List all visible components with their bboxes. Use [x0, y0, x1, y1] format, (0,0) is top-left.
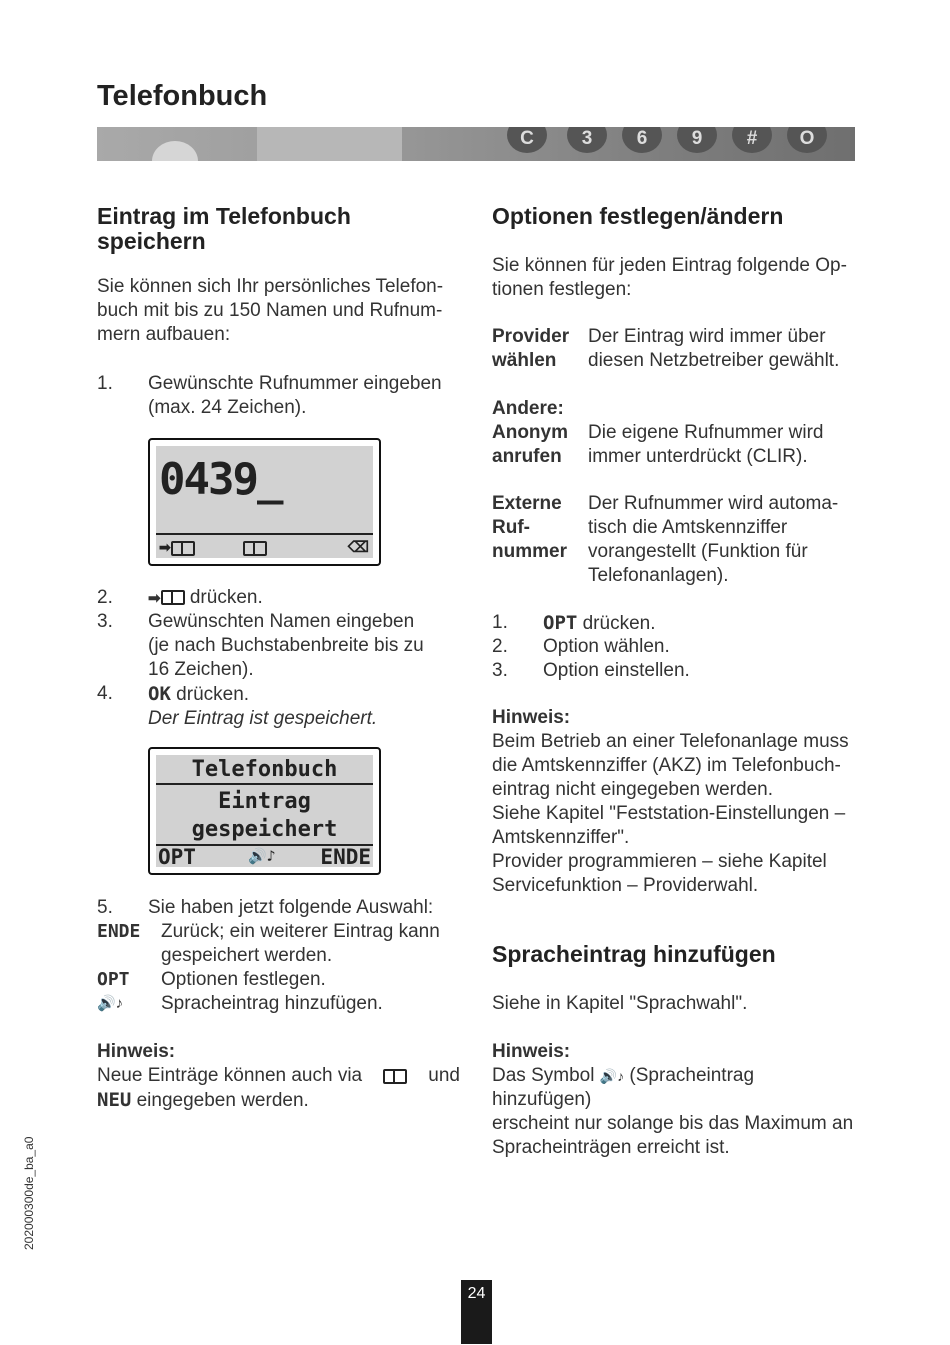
- new-key-label: NEU: [97, 1089, 132, 1111]
- step-number: 1.: [492, 612, 508, 633]
- choice-key: OPT: [97, 969, 130, 990]
- keypad-key: #: [732, 127, 772, 153]
- term-line: Anonym: [492, 422, 568, 443]
- desc-line: Die eigene Rufnummer wird: [588, 422, 824, 443]
- term-line: Provider: [492, 326, 570, 347]
- voice-icon: 🔊♪: [248, 847, 276, 865]
- option-term: [492, 492, 567, 564]
- term-line: Ruf-: [492, 517, 530, 538]
- step-text: [148, 682, 468, 731]
- phonebook-icon: [161, 590, 185, 605]
- page-title: Telefonbuch: [97, 80, 268, 112]
- step-line: Gewünschten Namen eingeben: [148, 611, 415, 632]
- term-line: nummer: [492, 541, 567, 562]
- option-desc: [588, 325, 858, 373]
- note-line: eintrag nicht eingegeben werden.: [492, 779, 773, 800]
- intro-paragraph: [97, 275, 460, 347]
- note-line: die Amtskennziffer (AKZ) im Telefonbuch-: [492, 755, 841, 776]
- desc-line: Telefonanlagen).: [588, 565, 729, 586]
- step-line: (max. 24 Zeichen).: [148, 397, 307, 418]
- note-line: eingegeben werden.: [136, 1090, 309, 1111]
- step-line: (je nach Buchstabenbreite bis zu: [148, 635, 424, 656]
- step-number: 4.: [97, 683, 113, 704]
- term-line: Externe: [492, 493, 562, 514]
- desc-line: vorangestellt (Funktion für: [588, 541, 808, 562]
- opt-key-label: OPT: [543, 612, 578, 634]
- see-reference: Siehe in Kapitel "Sprachwahl".: [492, 993, 748, 1014]
- choice-key: ENDE: [97, 921, 141, 942]
- note-line: Spracheinträgen erreicht ist.: [492, 1137, 730, 1158]
- arrow-right-icon: ➡: [159, 539, 171, 555]
- option-term: [492, 421, 568, 469]
- desc-line: Der Eintrag wird immer über: [588, 326, 826, 347]
- ok-key-label: OK: [148, 683, 171, 705]
- note-line: Amtskennziffer".: [492, 827, 630, 848]
- phonebook-icon: [171, 541, 195, 556]
- step-text: Option einstellen.: [543, 660, 690, 681]
- desc-line: tisch die Amtskennziffer: [588, 517, 788, 538]
- note-title: Hinweis:: [97, 1041, 176, 1062]
- intro-line: tionen festlegen:: [492, 279, 632, 300]
- choice-text: Optionen festlegen.: [161, 969, 326, 990]
- note-line: und: [428, 1065, 460, 1086]
- lcd-line: gespeichert: [191, 817, 338, 842]
- step-line: Gewünschte Rufnummer eingeben: [148, 373, 442, 394]
- lcd-divider: [156, 783, 373, 785]
- lcd-display-number: [148, 438, 381, 566]
- options-intro: [492, 254, 856, 302]
- intro-line: Sie können für jeden Eintrag folgende Op-: [492, 255, 847, 276]
- note-line: Provider programmieren – siehe Kapitel: [492, 851, 827, 872]
- phone-knob: [152, 141, 198, 161]
- step-number: 2.: [97, 587, 113, 608]
- lcd-display-saved: [148, 747, 381, 875]
- section-heading-options: Optionen festlegen/ändern: [492, 203, 784, 229]
- note-text: [492, 730, 858, 898]
- phonebook-icon: [383, 1069, 407, 1084]
- step-text: [148, 586, 263, 611]
- step-text: Sie haben jetzt folgende Auswahl:: [148, 897, 434, 918]
- section-heading-voice-entry: Spracheintrag hinzufügen: [492, 941, 776, 967]
- desc-line: diesen Netzbetreiber gewählt.: [588, 350, 840, 371]
- lcd-line: Telefonbuch: [191, 757, 338, 782]
- step-number: 1.: [97, 373, 113, 394]
- note-line: Servicefunktion – Providerwahl.: [492, 875, 759, 896]
- lcd-softkeys: [159, 539, 267, 556]
- intro-line: Sie können sich Ihr persönliches Telefon-: [97, 276, 444, 297]
- keypad-key: 9: [677, 127, 717, 153]
- step-number: 3.: [97, 611, 113, 632]
- step-line: 16 Zeichen).: [148, 659, 254, 680]
- section-heading-save-entry: Eintrag im Telefonbuch speichern: [97, 203, 351, 254]
- intro-line: mern aufbauen:: [97, 324, 231, 345]
- step-line: drücken.: [582, 613, 656, 634]
- step-text: [148, 610, 468, 682]
- option-desc: [588, 421, 858, 469]
- desc-line: Der Rufnummer wird automa-: [588, 493, 839, 514]
- lcd-softkey-left: OPT: [158, 845, 196, 867]
- document-code: 202000300de_ba_a0: [22, 1136, 36, 1250]
- step-number: 3.: [492, 660, 508, 681]
- step-line: drücken.: [176, 684, 250, 705]
- choice-line: Zurück; ein weiterer Eintrag kann: [161, 921, 440, 942]
- note-line: Beim Betrieb an einer Telefonanlage muss: [492, 731, 849, 752]
- lcd-screen: [156, 755, 373, 867]
- step-note: Der Eintrag ist gespeichert.: [148, 708, 378, 729]
- keypad-key: C: [507, 127, 547, 153]
- term-line: anrufen: [492, 446, 562, 467]
- term-line: wählen: [492, 350, 557, 371]
- phone-screen-fragment: [257, 127, 402, 161]
- page-number: 24: [461, 1280, 492, 1344]
- note-text: [97, 1064, 460, 1113]
- keypad-key: O: [787, 127, 827, 153]
- keypad-key: 3: [567, 127, 607, 153]
- note-line: Siehe Kapitel "Feststation-Einstellungen –: [492, 803, 846, 824]
- phonebook-icon: [243, 541, 267, 556]
- phone-keypad-banner: [97, 127, 855, 161]
- keypad-key: 6: [622, 127, 662, 153]
- choice-line: gespeichert werden.: [161, 945, 333, 966]
- backspace-icon: ⌫: [347, 539, 369, 556]
- step-number: 2.: [492, 636, 508, 657]
- lcd-softkey-right: ENDE: [320, 845, 371, 867]
- step-number: 5.: [97, 897, 113, 918]
- intro-line: buch mit bis zu 150 Namen und Rufnum-: [97, 300, 443, 321]
- note-title: Hinweis:: [492, 1041, 571, 1062]
- note-line: Neue Einträge können auch via: [97, 1065, 363, 1086]
- voice-icon: 🔊♪: [599, 1068, 625, 1084]
- note-line: Das Symbol: [492, 1065, 595, 1086]
- lcd-divider: [156, 533, 373, 535]
- desc-line: immer unterdrückt (CLIR).: [588, 446, 808, 467]
- choice-text: [161, 920, 461, 968]
- option-desc: [588, 492, 858, 588]
- choice-text: Spracheintrag hinzufügen.: [161, 993, 383, 1014]
- note-line: erscheint nur solange bis das Maximum an: [492, 1113, 854, 1134]
- voice-icon: 🔊♪: [97, 995, 124, 1012]
- lcd-line: Eintrag: [218, 789, 311, 814]
- arrow-right-icon: ➡: [148, 590, 161, 607]
- step-text: Option wählen.: [543, 636, 670, 657]
- option-term: [492, 325, 569, 373]
- note-title: Hinweis:: [492, 707, 571, 728]
- lcd-screen: [156, 446, 373, 558]
- note-text: [492, 1064, 858, 1160]
- step-text: [148, 372, 468, 420]
- note-line: (Spracheintrag hinzufügen): [492, 1065, 755, 1110]
- step-text: [543, 611, 655, 636]
- lcd-number: 0439_: [159, 454, 282, 505]
- option-term: Andere:: [492, 398, 564, 419]
- step-line: drücken.: [189, 587, 263, 608]
